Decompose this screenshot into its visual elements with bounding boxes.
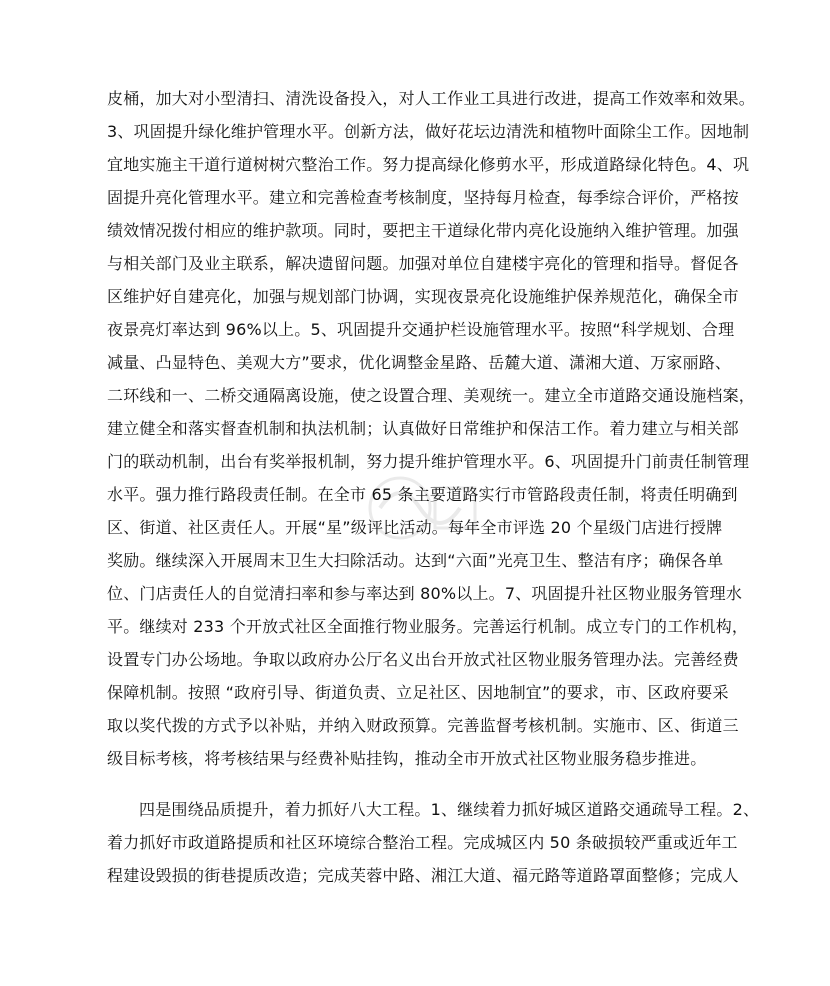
document-line: 水平。强力推行路段责任制。在全市 65 条主要道路实行市管路段责任制，将责任明确到 [107, 485, 738, 504]
document-line: 平。继续对 233 个开放式社区全面推行物业服务。完善运行机制。成立专门的工作机构， [107, 617, 749, 636]
document-line: 绩效情况拨付相应的维护款项。同时，要把主干道绿化带内亮化设施纳入维护管理。加强 [107, 221, 739, 240]
document-line: 二环线和一、二桥交通隔离设施，使之设置合理、美观统一。建立全市道路交通设施档案， [107, 386, 756, 405]
document-line: 与相关部门及业主联系，解决遗留问题。加强对单位自建楼宇亮化的管理和指导。督促各 [107, 254, 739, 273]
document-line: 奖励。继续深入开展周末卫生大扫除活动。达到“六面”光亮卫生、整洁有序；确保各单 [107, 551, 724, 570]
document-line: 级目标考核，将考核结果与经费补贴挂钩，推动全市开放式社区物业服务稳步推进。 [107, 749, 707, 768]
document-line: 3、巩固提升绿化维护管理水平。创新方法，做好花坛边清洗和植物叶面除尘工作。因地制 [107, 122, 750, 141]
document-line: 皮桶，加大对小型清扫、清洗设备投入，对人工作业工具进行改进，提高工作效率和效果。 [107, 89, 756, 108]
document-line: 减量、凸显特色、美观大方”要求，优化调整金星路、岳麓大道、潇湘大道、万家丽路、 [107, 353, 732, 372]
document-line: 着力抓好市政道路提质和社区环境综合整治工程。完成城区内 50 条破损较严重或近年工 [107, 833, 738, 852]
document-line: 固提升亮化管理水平。建立和完善检查考核制度，坚持每月检查，每季综合评价，严格按 [107, 188, 739, 207]
document-line: 位、门店责任人的自觉清扫率和参与率达到 80%以上。7、巩固提升社区物业服务管理水 [107, 584, 743, 603]
document-line: 设置专门办公场地。争取以政府办公厅名义出台开放式社区物业服务管理办法。完善经费 [107, 650, 739, 669]
paragraph-start-line: 四是围绕品质提升，着力抓好八大工程。1、继续着力抓好城区道路交通疏导工程。2、 [139, 800, 760, 819]
document-line: 夜景亮灯率达到 96%以上。5、巩固提升交通护栏设施管理水平。按照“科学规划、合理 [107, 320, 735, 339]
document-line: 区维护好自建亮化，加强与规划部门协调，实现夜景亮化设施维护保养规范化，确保全市 [107, 287, 739, 306]
document-line: 建立健全和落实督查机制和执法机制；认真做好日常维护和保洁工作。着力建立与相关部 [107, 419, 739, 438]
document-line: 区、街道、社区责任人。开展“星”级评比活动。每年全市评选 20 个星级门店进行授牌 [107, 518, 723, 537]
document-line: 宜地实施主干道行道树树穴整治工作。努力提高绿化修剪水平，形成道路绿化特色。4、巩 [107, 155, 750, 174]
document-line: 程建设毁损的街巷提质改造；完成芙蓉中路、湘江大道、福元路等道路罩面整修；完成人 [107, 866, 739, 885]
document-line: 保障机制。按照 “政府引导、街道负责、立足社区、因地制宜”的要求，市、区政府要采 [107, 683, 729, 702]
document-line: 门的联动机制，出台有奖举报机制，努力提升维护管理水平。6、巩固提升门前责任制管理 [107, 452, 750, 471]
document-line: 取以奖代拨的方式予以补贴，并纳入财政预算。完善监督考核机制。实施市、区、街道三 [107, 716, 739, 735]
